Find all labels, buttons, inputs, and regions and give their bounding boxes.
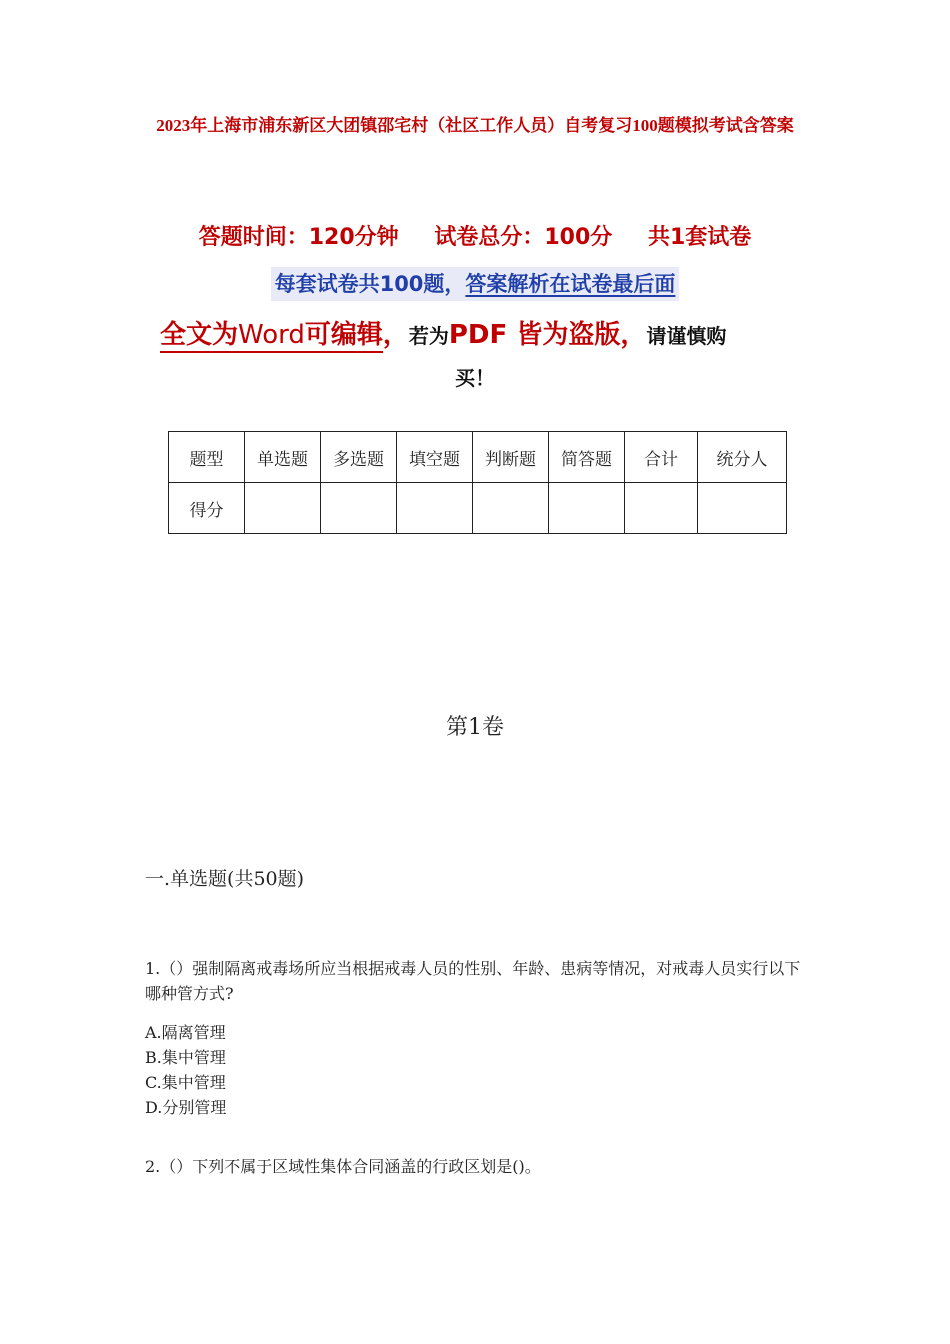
exam-set-count: 共1套试卷 [647,225,752,250]
answer-banner [0,267,950,301]
score-cell [473,483,549,534]
question-option: B.集中管理 [145,1048,226,1067]
banner-part-b: 答案解析在试卷最后面 [465,272,676,296]
exam-total-score: 试卷总分：100分 [434,225,613,250]
question-2 [145,1154,810,1179]
notice-text-1: 全文为 [160,320,239,350]
header-cell: 单选题 [245,432,321,483]
banner-part-a: 每套试卷共100题， [274,272,466,296]
banner-highlight [271,267,680,301]
score-cell [321,483,397,534]
score-cell [397,483,473,534]
notice-comma-1: ， [382,320,409,350]
score-cell [698,483,787,534]
exam-info [0,220,950,251]
question-stem: 1.（）强制隔离戒毒场所应当根据戒毒人员的性别、年龄、患病等情况，对戒毒人员实行以下哪种管方式? [145,959,801,1003]
notice-line-2: 买！ [455,366,495,390]
notice-comma-2: ， [620,320,647,350]
piracy-notice [160,312,800,361]
header-cell: 判断题 [473,432,549,483]
score-cell [245,483,321,534]
notice-pdf: PDF 皆为盗版 [448,320,621,350]
score-table-header-row [169,432,787,483]
header-cell: 多选题 [321,432,397,483]
question-stem: 2.（）下列不属于区域性集体合同涵盖的行政区划是()。 [145,1157,541,1176]
document-title: 2023年上海市浦东新区大团镇邵宅村（社区工作人员）自考复习100题模拟考试含答案 [156,116,794,135]
header-cell: 题型 [169,432,245,483]
volume-label: 第1卷 [446,715,504,740]
notice-text-2: 可编辑 [304,320,383,350]
exam-time: 答题时间：120分钟 [198,225,399,250]
header-cell: 合计 [625,432,698,483]
header-cell: 统分人 [698,432,787,483]
notice-text-5: 请谨慎购 [646,324,727,348]
score-cell [549,483,625,534]
notice-text-3: 若为 [408,324,449,348]
question-option: C.集中管理 [145,1073,226,1092]
notice-editable [160,320,383,353]
notice-word: Word [238,320,305,350]
header-cell: 填空题 [397,432,473,483]
score-cell [625,483,698,534]
question-option: D.分别管理 [145,1098,227,1117]
score-row-label: 得分 [169,483,245,534]
header-cell: 简答题 [549,432,625,483]
question-1 [145,956,810,1120]
question-option: A.隔离管理 [145,1023,226,1042]
score-table [168,431,787,534]
score-table-score-row [169,483,787,534]
section-title: 一.单选题(共50题) [145,868,305,890]
